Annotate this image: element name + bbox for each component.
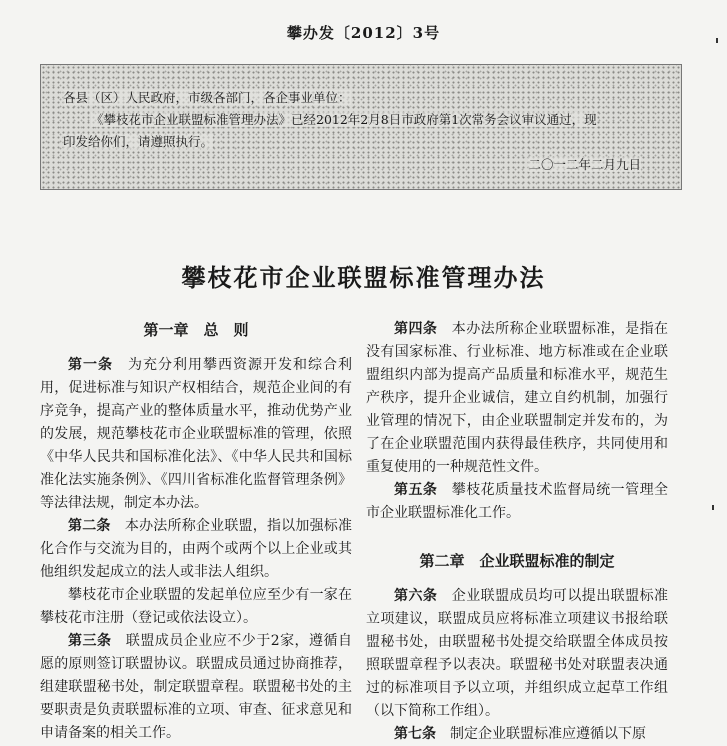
article-5-label: 第五条 [394,482,438,498]
notice-body-line1: 《攀枝花市企业联盟标准管理办法》已经2012年2月8日市政府第1次常务会议审议通过，现 [91,112,597,127]
article-3-label: 第三条 [68,633,112,649]
article-6-text: 企业联盟成员均可以提出联盟标准立项建议，联盟成员应将标准立项建议书报给联盟秘书处，由联盟秘书处提交给联盟全体成员按照联盟章程予以表决。联盟秘书处对联盟表决通过的标准项目予以立项，并组织成立起草工作组（以下简称工作组）。 [366,588,669,719]
article-1-text: 为充分利用攀西资源开发和综合利用，促进标准与知识产权相结合，规范企业间的有序竞争，提高产业的整体质量水平，推动优势产业的发展，规范攀枝花市企业联盟标准的管理，依照《中华人民共和国标准化法》、《中华人民共和国标准化法实施条例》、《四川省标准化监督管理条例》等法律法规，制定本办法。 [40,357,352,511]
article-4 [366,318,668,479]
article-6 [366,585,668,723]
notice-recipients: 各县（区）人民政府，市级各部门，各企事业单位： [63,90,351,105]
document-title: 攀枝花市企业联盟标准管理办法 [181,264,546,292]
article-5 [366,479,668,525]
notice-date: 二〇一二年二月九日 [528,157,641,172]
article-7 [366,723,668,746]
chapter-1-heading: 第一章 总 则 [143,321,249,339]
article-5-text: 攀枝花质量技术监督局统一管理全市企业联盟标准化工作。 [366,482,669,521]
right-column [366,318,668,746]
article-2-paragraph-2: 攀枝花市企业联盟的发起单位应至少有一家在攀枝花市注册（登记或依法设立）。 [40,587,352,626]
chapter-2-heading: 第二章 企业联盟标准的制定 [419,552,615,570]
article-6-label: 第六条 [394,588,438,604]
left-column [40,318,352,745]
article-2-label: 第二条 [68,518,111,534]
document-number: 攀办发〔2012〕3号 [286,24,441,42]
article-7-label: 第七条 [394,726,436,742]
article-2-text: 本办法所称企业联盟，指以加强标准化合作与交流为目的，由两个或两个以上企业或其他组织发起成立的法人或非法人组织。 [40,518,353,580]
article-3-text: 联盟成员企业应不少于2家，遵循自愿的原则签订联盟协议。联盟成员通过协商推荐，组建联盟秘书处，制定联盟章程。联盟秘书处的主要职责是负责联盟标准的立项、审查、征求意见和申请备案的相关工作。 [40,633,352,741]
scan-speck [712,505,714,510]
scan-speck [716,38,718,43]
article-4-label: 第四条 [394,321,438,337]
article-7-text: 制定企业联盟标准应遵循以下原 [450,726,646,742]
notice-body-line2: 印发给你们，请遵照执行。 [63,134,214,149]
article-3 [40,630,352,745]
article-1 [40,354,352,515]
article-1-label: 第一条 [68,357,113,373]
notice-box [40,64,682,190]
article-4-text: 本办法所称企业联盟标准，是指在没有国家标准、行业标准、地方标准或在企业联盟组织内部为提高产品质量和标准水平，规范生产秩序，提升企业诚信，建立自约机制，加强行业管理的情况下，由企业联盟制定并发布的，为了在企业联盟范围内获得最佳秩序，共同使用和重复使用的一种规范性文件。 [366,321,669,475]
article-2 [40,515,352,584]
